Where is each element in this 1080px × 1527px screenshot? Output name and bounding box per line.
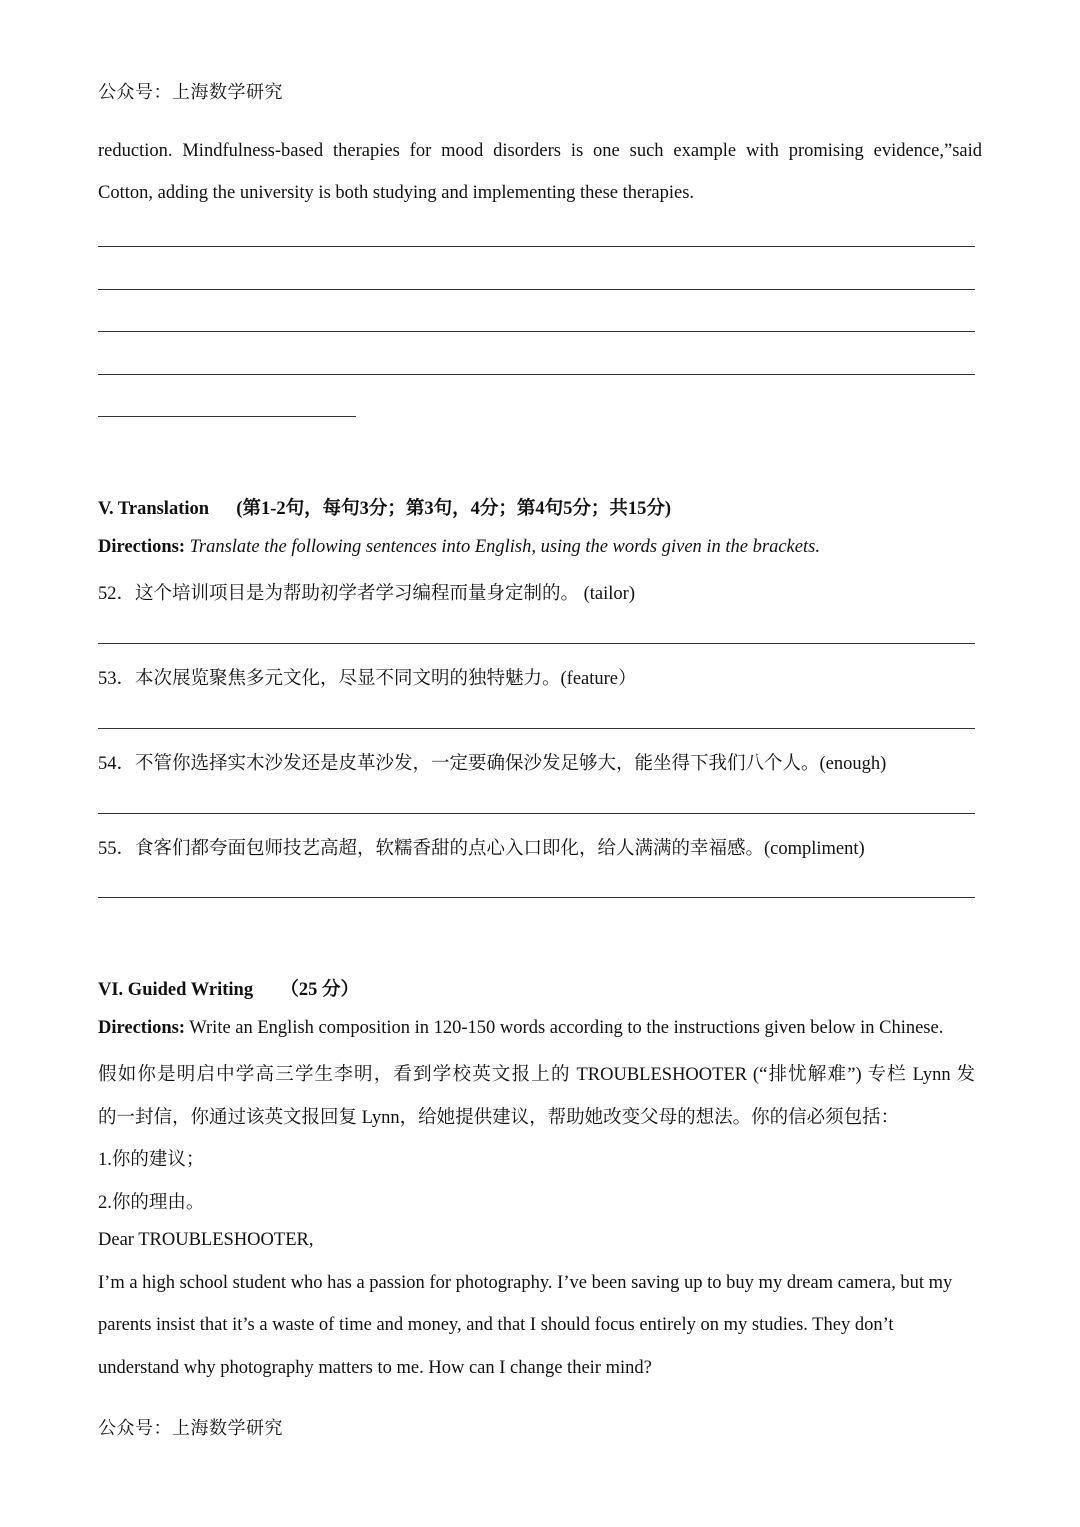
- writing-instruction-line-2: 的一封信，你通过该英文报回复 Lynn，给她提供建议，帮助她改变父母的想法。你的信必须包括：: [98, 1108, 900, 1128]
- passage-line-2: Cotton, adding the university is both studying and implementing these therapies.: [98, 183, 695, 203]
- answer-line-55[interactable]: [98, 897, 975, 898]
- page-footer: 公众号：上海数学研究: [98, 1418, 283, 1438]
- answer-line-52[interactable]: [98, 643, 975, 644]
- answer-line[interactable]: [98, 416, 356, 417]
- letter-line-2: parents insist that it’s a waste of time and money, and that I should focus entirely on my studies. They don’t: [98, 1315, 894, 1335]
- question-55: 55．食客们都夸面包师技艺高超，软糯香甜的点心入口即化，给人满满的幸福感。(compliment): [98, 839, 865, 859]
- question-53: 53．本次展览聚焦多元文化，尽显不同文明的独特魅力。(feature）: [98, 669, 637, 689]
- answer-line[interactable]: [98, 289, 975, 290]
- writing-title: VI. Guided Writing: [98, 980, 254, 1000]
- translation-heading: [98, 494, 671, 520]
- question-52: 52．这个培训项目是为帮助初学者学习编程而量身定制的。 (tailor): [98, 584, 635, 604]
- directions-label: Directions:: [98, 1018, 185, 1038]
- translation-score: (第1-2句，每句3分；第3句，4分；第4句5分；共15分): [236, 499, 672, 519]
- letter-line-1: I’m a high school student who has a passion for photography. I’ve been saving up to buy my dream camera, but my: [98, 1273, 953, 1293]
- requirement-1: 1.你的建议；: [98, 1150, 205, 1170]
- letter-line-3: understand why photography matters to me. How can I change their mind?: [98, 1358, 652, 1378]
- question-54: 54．不管你选择实木沙发还是皮革沙发，一定要确保沙发足够大，能坐得下我们八个人。(enough): [98, 754, 887, 774]
- answer-line[interactable]: [98, 331, 975, 332]
- directions-label: Directions:: [98, 537, 185, 557]
- writing-directions: [98, 1018, 943, 1039]
- letter-salutation: Dear TROUBLESHOOTER,: [98, 1230, 314, 1250]
- writing-heading: [98, 975, 359, 1001]
- writing-score: （25 分）: [280, 980, 359, 1000]
- directions-text: Translate the following sentences into English, using the words given in the brackets.: [189, 537, 820, 557]
- answer-line[interactable]: [98, 246, 975, 247]
- translation-directions: [98, 537, 820, 558]
- writing-instruction-line-1: 假如你是明启中学高三学生李明，看到学校英文报上的 TROUBLESHOOTER (“排忧解难”) 专栏 Lynn 发: [98, 1065, 975, 1085]
- answer-line-54[interactable]: [98, 813, 975, 814]
- passage-line-1: reduction. Mindfulness-based therapies for mood disorders is one such example with promising evidence,”said: [98, 141, 982, 161]
- answer-line[interactable]: [98, 374, 975, 375]
- directions-text: Write an English composition in 120-150 words according to the instructions given below in Chinese.: [189, 1018, 944, 1038]
- answer-line-53[interactable]: [98, 728, 975, 729]
- requirement-2: 2.你的理由。: [98, 1193, 205, 1213]
- page-header: 公众号：上海数学研究: [98, 82, 283, 102]
- translation-title: V. Translation: [98, 499, 210, 519]
